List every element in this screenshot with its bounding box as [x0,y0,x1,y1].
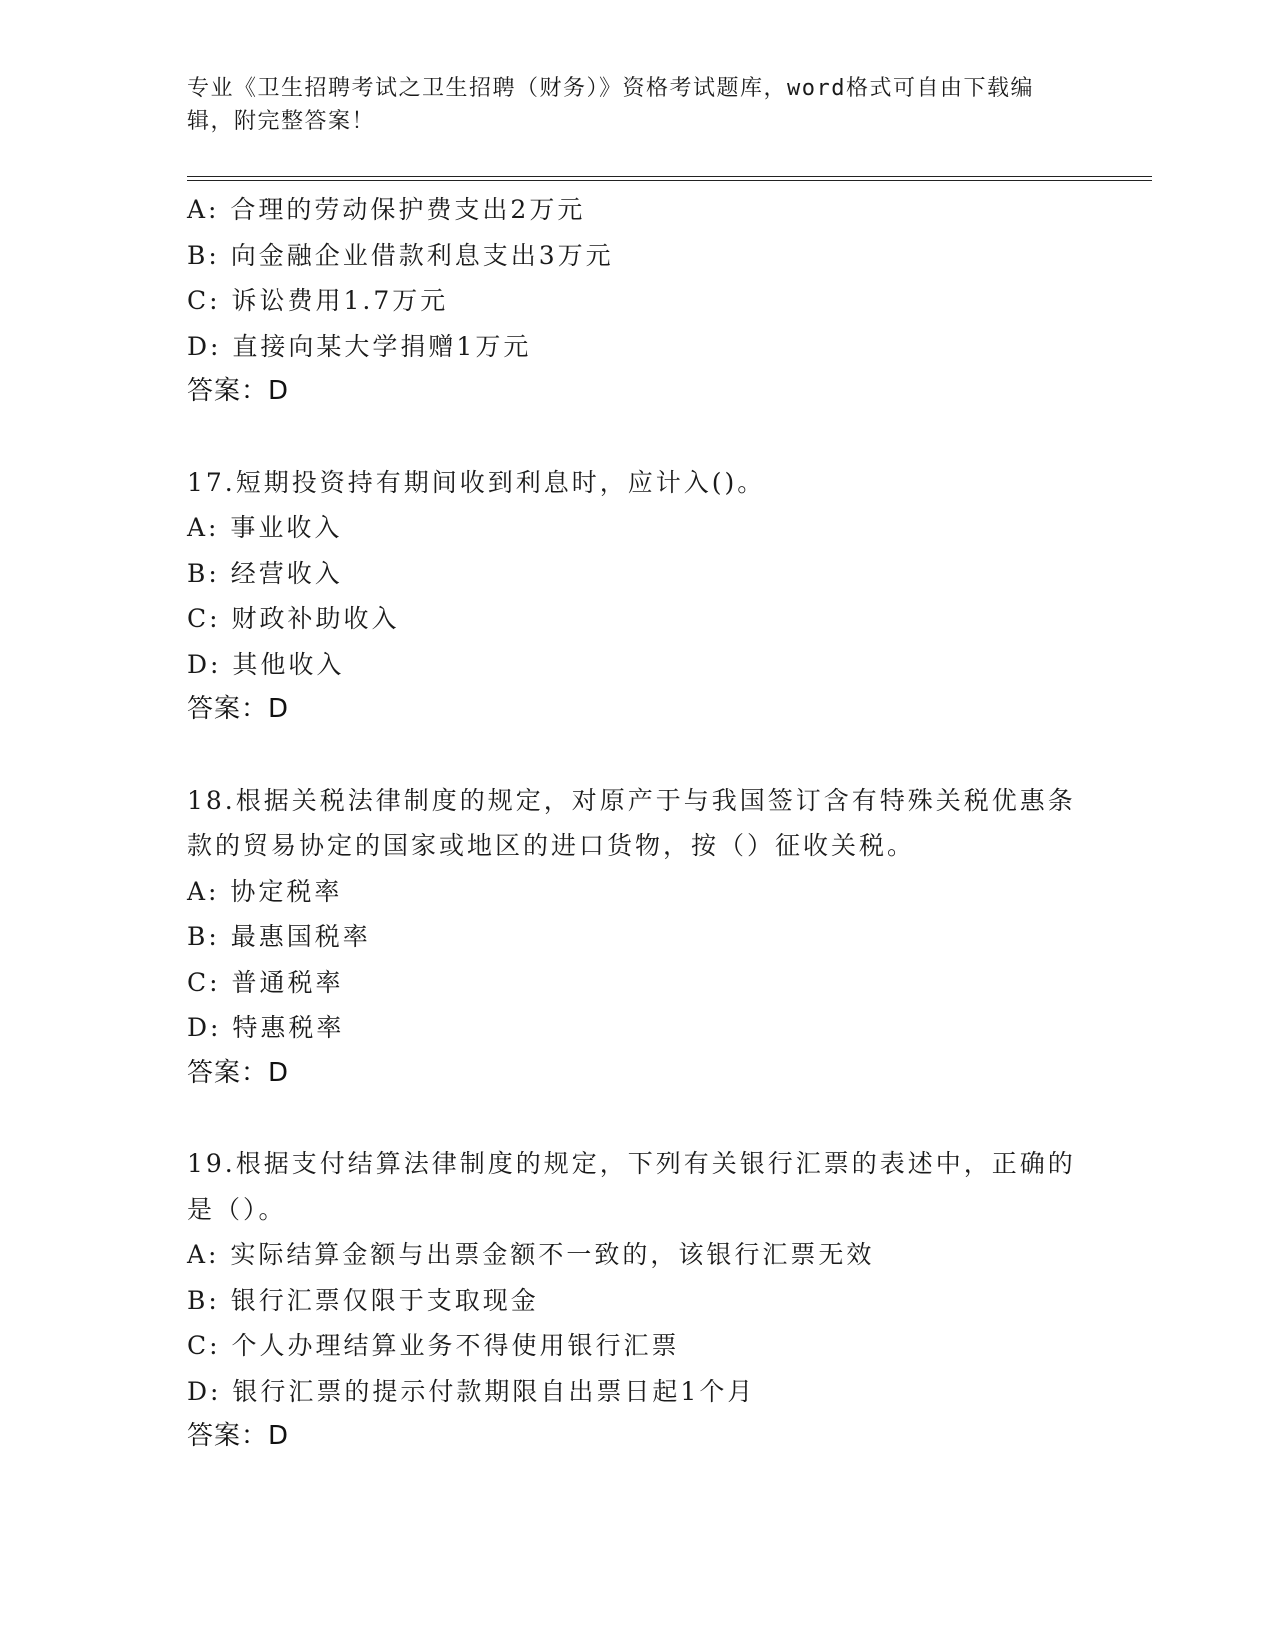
option-a: A: 协定税率 [187,876,343,906]
option-a: A: 事业收入 [187,513,343,542]
question-block [187,1141,1087,1460]
answer-line: 答案：D [187,376,290,406]
option-d: D: 其他收入 [187,649,345,679]
option-b: B: 银行汇票仅限于支取现金 [187,1285,539,1315]
option-d: D: 特惠税率 [187,1013,345,1042]
option-a: A: 实际结算金额与出票金额不一致的，该银行汇票无效 [187,1240,875,1269]
answer-line: 答案：D [187,694,290,724]
option-b: B: 最惠国税率 [187,922,371,951]
option-b: B: 经营收入 [187,558,343,588]
document-header: 专业《卫生招聘考试之卫生招聘（财务）》资格考试题库，word格式可自由下载编辑，附完整答案！ [187,76,1034,134]
question-block [187,460,1087,733]
question-block [187,187,1087,415]
option-d: D: 直接向某大学捐赠1万元 [187,331,532,361]
option-b: B: 向金融企业借款利息支出3万元 [187,240,614,270]
option-c: C: 财政补助收入 [187,604,400,633]
option-c: C: 诉讼费用1.7万元 [187,286,449,315]
question-stem: 18.根据关税法律制度的规定，对原产于与我国签订含有特殊关税优惠条款的贸易协定的国家或地区的进口货物，按（）征收关税。 [187,785,1076,860]
option-c: C: 普通税率 [187,967,344,997]
header-divider [187,176,1152,181]
option-a: A: 合理的劳动保护费支出2万元 [187,195,586,224]
option-c: C: 个人办理结算业务不得使用银行汇票 [187,1331,680,1360]
question-block [187,778,1087,1097]
answer-line: 答案：D [187,1057,290,1088]
option-d: D: 银行汇票的提示付款期限自出票日起1个月 [187,1376,756,1406]
question-list [187,187,1087,1460]
answer-line: 答案：D [187,1421,290,1451]
question-stem: 19.根据支付结算法律制度的规定，下列有关银行汇票的表述中，正确的是（）。 [187,1149,1076,1224]
question-stem: 17.短期投资持有期间收到利息时，应计入()。 [187,467,766,497]
